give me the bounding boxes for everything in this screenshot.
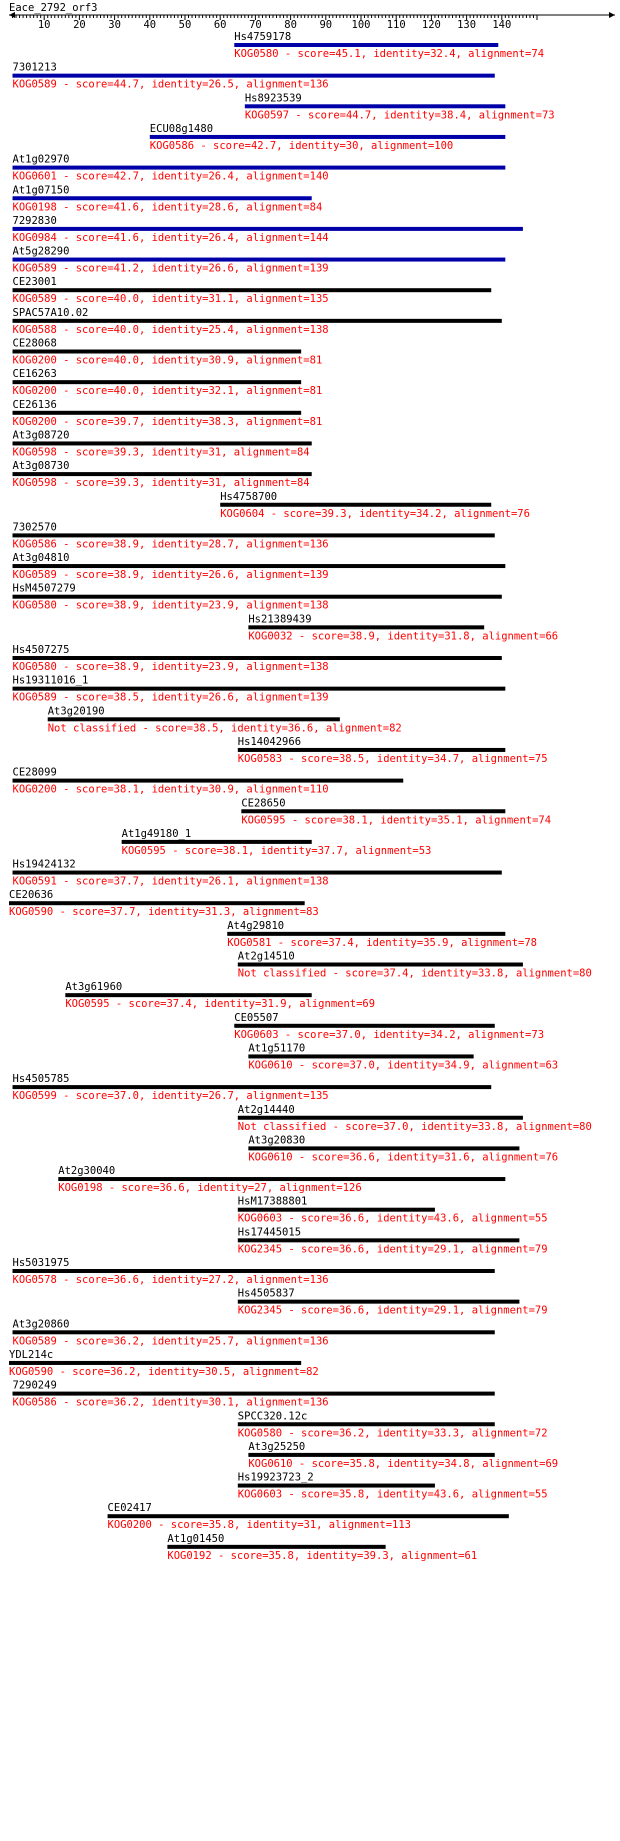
hit-row <box>13 246 506 275</box>
hit-alignment-bar <box>13 196 312 200</box>
hit-alignment-bar <box>13 441 312 445</box>
hit-alignment-bar <box>238 1484 435 1488</box>
hit-alignment-bar <box>13 1392 495 1396</box>
hit-description: KOG0583 - score=38.5, identity=34.7, alignment=75 <box>237 752 548 765</box>
hit-name: Hs14042966 <box>237 735 302 748</box>
hit-alignment-bar <box>13 533 495 537</box>
hit-name: CE28099 <box>12 766 57 779</box>
hit-alignment-bar <box>150 135 506 139</box>
hit-name: ECU08g1480 <box>149 122 214 135</box>
hit-description: KOG0589 - score=40.0, identity=31.1, alignment=135 <box>12 293 329 306</box>
hit-description: KOG0580 - score=38.9, identity=23.9, alignment=138 <box>12 661 329 673</box>
hit-description: KOG0598 - score=39.3, identity=31, alignment=84 <box>12 477 310 490</box>
hit-row <box>9 889 319 918</box>
hit-name: YDL214c <box>9 1348 54 1361</box>
hit-alignment-bar <box>167 1545 385 1549</box>
hit-description: KOG0198 - score=36.6, identity=27, alignment=126 <box>58 1182 362 1195</box>
position-ruler <box>9 12 615 31</box>
hit-alignment-bar <box>234 43 498 47</box>
hit-row <box>13 184 323 213</box>
hit-description: KOG0610 - score=36.6, identity=31.6, alignment=76 <box>248 1151 559 1164</box>
hit-row <box>238 1226 548 1255</box>
hit-description: KOG0589 - score=38.9, identity=26.6, alignment=139 <box>12 569 329 582</box>
hit-alignment-bar <box>234 1024 494 1028</box>
hit-alignment-bar <box>13 227 523 231</box>
hit-description: KOG0200 - score=40.0, identity=32.1, alignment=81 <box>12 385 323 398</box>
hit-description: KOG0580 - score=38.9, identity=23.9, alignment=138 <box>12 599 329 612</box>
hit-name: CE05507 <box>234 1011 279 1024</box>
hit-description: KOG0586 - score=36.2, identity=30.1, alignment=136 <box>12 1396 329 1409</box>
ruler-tick-label: 30 <box>108 19 121 31</box>
hit-alignment-bar <box>238 1208 435 1212</box>
hit-name: CE28068 <box>12 337 57 350</box>
hit-row <box>13 460 312 489</box>
hit-row <box>48 705 402 734</box>
hit-description: KOG0589 - score=36.2, identity=25.7, alignment=136 <box>12 1335 329 1348</box>
hit-description: KOG0591 - score=37.7, identity=26.1, alignment=138 <box>12 875 329 888</box>
hit-description: KOG0984 - score=41.6, identity=26.4, alignment=144 <box>12 231 329 244</box>
hit-alignment-bar <box>58 1177 505 1181</box>
hit-alignment-bar <box>220 503 491 507</box>
hit-alignment-bar <box>122 840 312 844</box>
hit-alignment-bar <box>48 717 340 721</box>
hit-alignment-bar <box>238 1116 523 1120</box>
hit-description: KOG0589 - score=44.7, identity=26.5, alignment=136 <box>12 78 329 91</box>
hit-row <box>238 736 548 765</box>
hit-name: 7302570 <box>12 521 57 534</box>
hit-row <box>13 859 502 888</box>
hit-alignment-bar <box>238 1300 520 1304</box>
hit-name: At2g14440 <box>237 1103 295 1116</box>
hit-row <box>238 1410 548 1439</box>
hit-name: At1g01450 <box>167 1532 225 1545</box>
hit-alignment-bar <box>245 104 505 108</box>
hit-alignment-bar <box>248 1054 473 1058</box>
hit-row <box>234 1012 544 1041</box>
hit-alignment-bar <box>238 1422 495 1426</box>
hit-row <box>248 1134 558 1163</box>
hit-name: At3g20190 <box>47 705 105 718</box>
hit-list <box>9 31 592 1562</box>
hit-row <box>13 276 492 305</box>
hit-name: 7301213 <box>12 61 57 74</box>
hit-alignment-bar <box>13 74 495 78</box>
hit-row <box>150 123 506 152</box>
hit-name: At3g20830 <box>248 1134 306 1147</box>
hit-row <box>241 797 551 826</box>
hit-description: Not classified - score=38.5, identity=36.6, alignment=82 <box>47 722 402 735</box>
hit-name: At3g04810 <box>12 552 70 565</box>
hit-name: SPAC57A10.02 <box>12 306 89 319</box>
hit-name: At2g14510 <box>237 950 295 963</box>
hit-description: KOG0200 - score=35.8, identity=31, alignment=113 <box>107 1519 411 1532</box>
hit-row <box>227 920 537 949</box>
hit-name: At1g02970 <box>12 153 70 166</box>
hit-description: KOG0578 - score=36.6, identity=27.2, alignment=136 <box>12 1274 329 1286</box>
hit-alignment-bar <box>13 288 492 292</box>
ruler-tick-label: 110 <box>386 19 406 31</box>
hit-alignment-bar <box>65 993 311 997</box>
hit-description: KOG0595 - score=38.1, identity=35.1, alignment=74 <box>241 814 552 827</box>
hit-row <box>13 368 323 397</box>
hit-row <box>13 154 506 183</box>
hit-description: KOG0590 - score=36.2, identity=30.5, alignment=82 <box>9 1365 319 1378</box>
hit-row <box>13 1257 495 1286</box>
hit-description: KOG0601 - score=42.7, identity=26.4, alignment=140 <box>12 170 329 183</box>
hit-row <box>13 1380 495 1409</box>
hit-description: KOG0589 - score=38.5, identity=26.6, alignment=139 <box>12 691 329 704</box>
hit-description: KOG0586 - score=42.7, identity=30, alignment=100 <box>149 139 454 152</box>
hit-row <box>13 583 502 612</box>
hit-description: KOG0603 - score=35.8, identity=43.6, alignment=55 <box>237 1488 548 1501</box>
ruler-tick-label: 10 <box>37 19 51 31</box>
hit-description: KOG0192 - score=35.8, identity=39.3, alignment=61 <box>167 1549 478 1562</box>
hit-description: KOG0200 - score=39.7, identity=38.3, alignment=81 <box>12 415 323 428</box>
hit-name: Hs8923539 <box>244 92 302 105</box>
hit-name: SPCC320.12c <box>237 1410 308 1423</box>
hit-description: KOG0581 - score=37.4, identity=35.9, alignment=78 <box>227 936 538 949</box>
hit-row <box>238 1104 592 1133</box>
hit-alignment-bar <box>108 1514 509 1518</box>
hit-name: At3g08730 <box>12 460 70 473</box>
hit-alignment-bar <box>13 411 302 415</box>
hit-name: At2g30040 <box>58 1165 116 1178</box>
hit-description: KOG0588 - score=40.0, identity=25.4, alignment=138 <box>12 323 329 336</box>
hit-alignment-bar <box>13 564 506 568</box>
hit-alignment-bar <box>13 166 506 170</box>
hit-description: Not classified - score=37.4, identity=33.8, alignment=80 <box>237 967 592 980</box>
hit-alignment-bar <box>238 1238 520 1242</box>
hit-row <box>13 307 502 336</box>
hit-name: 7290249 <box>12 1379 57 1392</box>
hit-description: KOG0590 - score=37.7, identity=31.3, alignment=83 <box>9 906 319 919</box>
ruler-tick-label: 80 <box>284 19 297 31</box>
hit-name: Hs4505785 <box>12 1073 70 1086</box>
hit-name: At1g07150 <box>12 184 70 197</box>
hit-row <box>13 62 495 91</box>
hit-description: KOG0610 - score=37.0, identity=34.9, alignment=63 <box>248 1059 559 1072</box>
hit-row <box>238 1288 548 1317</box>
hit-name: CE02417 <box>107 1502 152 1515</box>
hit-name: Hs4758700 <box>220 490 278 503</box>
hit-row <box>13 552 506 581</box>
hit-name: HsM17388801 <box>237 1195 308 1208</box>
hit-description: KOG2345 - score=36.6, identity=29.1, alignment=79 <box>237 1304 548 1317</box>
hit-name: Hs5031975 <box>12 1257 70 1269</box>
hit-alignment-bar <box>13 472 312 476</box>
ruler-tick-label: 130 <box>457 19 477 31</box>
hit-name: Hs19311016_1 <box>12 674 89 687</box>
hit-alignment-bar <box>9 901 305 905</box>
ruler-tick-label: 20 <box>73 19 86 31</box>
query-title: Eace_2792_orf3 <box>9 2 98 14</box>
hit-alignment-bar <box>248 625 484 629</box>
hit-description: KOG0599 - score=37.0, identity=26.7, alignment=135 <box>12 1090 329 1103</box>
hit-name: At3g61960 <box>65 981 123 994</box>
hit-row <box>248 1042 558 1071</box>
hit-description: KOG0198 - score=41.6, identity=28.6, alignment=84 <box>12 201 323 214</box>
hit-row <box>58 1165 505 1194</box>
ruler-tick-label: 120 <box>421 19 441 31</box>
ruler-tick-label: 40 <box>143 19 157 31</box>
hit-name: CE20636 <box>9 889 54 902</box>
hit-description: KOG0610 - score=35.8, identity=34.8, alignment=69 <box>248 1457 559 1470</box>
hit-description: KOG0595 - score=37.4, identity=31.9, alignment=69 <box>65 998 376 1011</box>
hit-row <box>248 613 558 642</box>
hit-name: CE26136 <box>12 398 57 411</box>
hit-row <box>9 1349 319 1378</box>
ruler-tick-label: 100 <box>351 19 371 31</box>
hit-row <box>248 1441 558 1470</box>
hit-description: KOG2345 - score=36.6, identity=29.1, alignment=79 <box>237 1243 548 1256</box>
hit-row <box>220 491 530 520</box>
hit-name: CE23001 <box>12 276 57 289</box>
hit-description: KOG0597 - score=44.7, identity=38.4, alignment=73 <box>244 109 555 122</box>
hit-name: CE28650 <box>241 797 286 810</box>
hit-name: At1g49180_1 <box>121 827 192 840</box>
hit-name: At1g51170 <box>248 1042 306 1055</box>
hit-alignment-bar <box>13 656 502 660</box>
hit-description: KOG0604 - score=39.3, identity=34.2, alignment=76 <box>220 507 530 520</box>
hit-row <box>13 1073 492 1102</box>
hit-description: KOG0032 - score=38.9, identity=31.8, alignment=66 <box>248 630 559 643</box>
hit-row <box>13 675 506 704</box>
ruler-tick-label: 50 <box>178 19 192 31</box>
hit-description: KOG0200 - score=38.1, identity=30.9, alignment=110 <box>12 783 329 796</box>
hit-alignment-bar <box>13 1085 492 1089</box>
hit-description: KOG0580 - score=36.2, identity=33.3, alignment=72 <box>237 1427 548 1440</box>
hit-row <box>238 1472 548 1501</box>
ruler-tick-label: 90 <box>319 19 333 31</box>
hit-row <box>245 92 555 121</box>
hit-alignment-bar <box>238 748 506 752</box>
hit-row <box>108 1502 509 1531</box>
hit-alignment-bar <box>227 932 505 936</box>
hit-row <box>65 981 375 1010</box>
hit-alignment-bar <box>13 595 502 599</box>
hit-name: Hs19424132 <box>12 858 76 871</box>
hit-row <box>13 521 495 550</box>
ruler-arrow-right <box>609 12 615 18</box>
hit-description: KOG0586 - score=38.9, identity=28.7, alignment=136 <box>12 538 329 551</box>
hit-row <box>13 215 523 244</box>
hit-name: CE16263 <box>12 368 57 381</box>
hit-row <box>13 1318 495 1347</box>
hit-name: Hs21389439 <box>248 613 312 626</box>
hit-description: KOG0598 - score=39.3, identity=31, alignment=84 <box>12 446 310 459</box>
hit-name: 7292830 <box>12 214 57 227</box>
hit-name: At4g29810 <box>227 919 285 932</box>
hit-description: KOG0580 - score=45.1, identity=32.4, alignment=74 <box>234 48 545 60</box>
hit-alignment-bar <box>13 258 506 262</box>
hit-description: KOG0589 - score=41.2, identity=26.6, alignment=139 <box>12 262 329 275</box>
hit-alignment-bar <box>13 687 506 691</box>
ruler-tick-label: 70 <box>249 19 262 31</box>
hit-row <box>167 1533 477 1562</box>
hit-name: Hs4505837 <box>237 1287 295 1300</box>
hit-row <box>13 338 323 367</box>
hit-name: Hs19923723_2 <box>237 1471 314 1484</box>
hit-row <box>13 644 502 673</box>
hit-alignment-bar <box>13 380 302 384</box>
hit-alignment-bar <box>248 1453 494 1457</box>
hit-alignment-bar <box>13 1330 495 1334</box>
hit-alignment-bar <box>13 1269 495 1273</box>
hit-alignment-bar <box>241 809 505 813</box>
ruler-tick-label: 140 <box>492 19 512 31</box>
hit-name: Hs17445015 <box>237 1226 302 1239</box>
hit-row <box>13 429 312 458</box>
ruler-tick-label: 60 <box>213 19 227 31</box>
hit-row <box>13 399 323 428</box>
hit-name: At3g25250 <box>248 1440 306 1453</box>
hit-alignment-bar <box>13 319 502 323</box>
hit-description: KOG0603 - score=36.6, identity=43.6, alignment=55 <box>237 1212 548 1225</box>
hit-row <box>238 951 592 980</box>
hit-row <box>13 767 404 796</box>
hit-description: KOG0200 - score=40.0, identity=30.9, alignment=81 <box>12 354 323 367</box>
hit-description: KOG0603 - score=37.0, identity=34.2, alignment=73 <box>234 1028 545 1041</box>
hit-name: At3g20860 <box>12 1318 70 1331</box>
hit-row <box>234 31 544 60</box>
hit-row <box>238 1196 548 1225</box>
hit-row <box>122 828 432 857</box>
hit-name: At5g28290 <box>12 245 70 258</box>
hit-name: HsM4507279 <box>12 582 76 595</box>
hit-name: At3g08720 <box>12 429 70 442</box>
hit-alignment-bar <box>9 1361 301 1365</box>
hit-alignment-bar <box>13 871 502 875</box>
hit-description: Not classified - score=37.0, identity=33.8, alignment=80 <box>237 1120 592 1133</box>
hit-name: Hs4759178 <box>234 31 292 43</box>
hit-alignment-bar <box>13 779 404 783</box>
hit-name: Hs4507275 <box>12 644 70 656</box>
hit-alignment-bar <box>248 1146 519 1150</box>
hit-alignment-bar <box>13 350 302 354</box>
hit-alignment-bar <box>238 963 523 967</box>
hit-description: KOG0595 - score=38.1, identity=37.7, alignment=53 <box>121 844 432 857</box>
